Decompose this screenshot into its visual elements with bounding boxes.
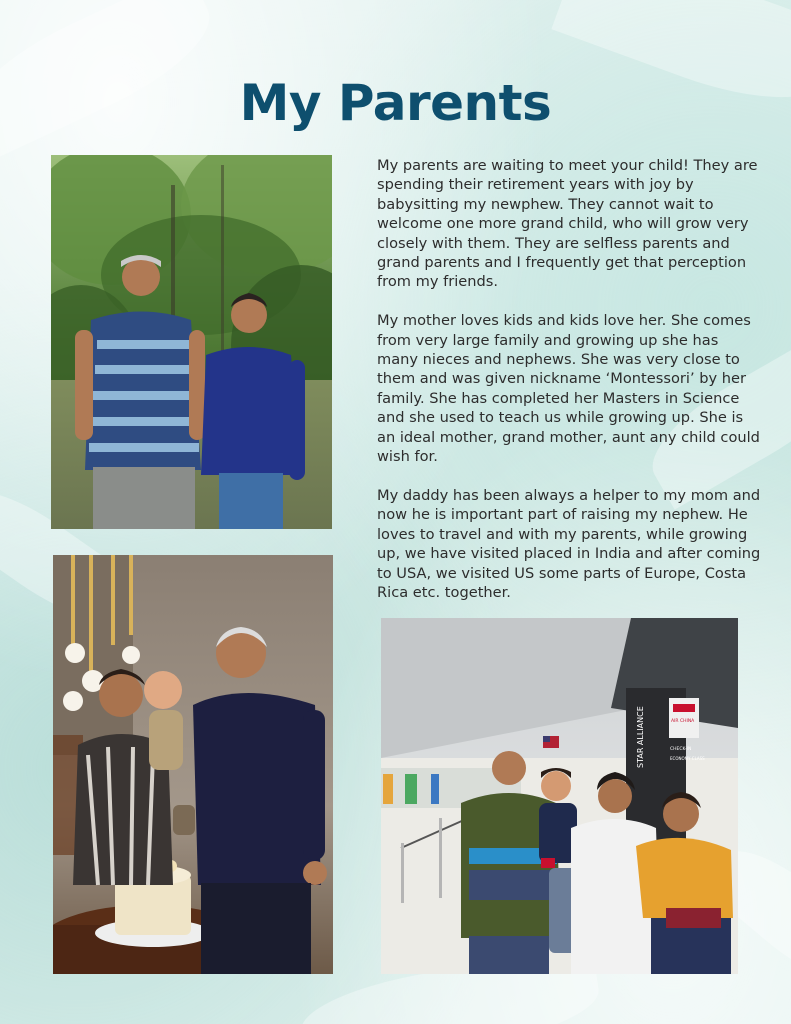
air-china-sign: AIR CHINA (671, 719, 695, 724)
paragraph-intro: My parents are waiting to meet your child! They are spending their retirement years with joy by babysitting my newphew. They cannot wait to welcome one more grand child, who will grow very closely with them. They are selfless parents and grand parents and I frequently get that perception from my friends. (377, 157, 758, 291)
paragraph-father: My daddy has been always a helper to my mom and now he is important part of raising my nephew. He loves to travel and with my parents, while growing up, we have visited placed in India and after coming to USA, we visited US some parts of Europe, Costa Rica etc. together. (377, 486, 761, 601)
airport-family-photo (381, 618, 738, 974)
star-alliance-sign: STAR ALLIANCE (636, 706, 645, 768)
body-text (377, 156, 761, 622)
parents-forest-photo (51, 155, 332, 529)
paragraph-mother: My mother loves kids and kids love her. She comes from very large family and growing up she has many nieces and nephews. She was very close to them and was given nickname ‘Montessori’ by her family. She has completed her Masters in Science and she used to teach us while growing up. She is an ideal mother, grand mother, aunt any child could wish for. (377, 312, 760, 466)
checkin-sign: CHECK-IN (670, 747, 692, 752)
birthday-celebration-photo (53, 555, 333, 974)
page-title: My Parents (239, 74, 552, 132)
class-sign: ECONOMY CLASS (670, 756, 705, 761)
